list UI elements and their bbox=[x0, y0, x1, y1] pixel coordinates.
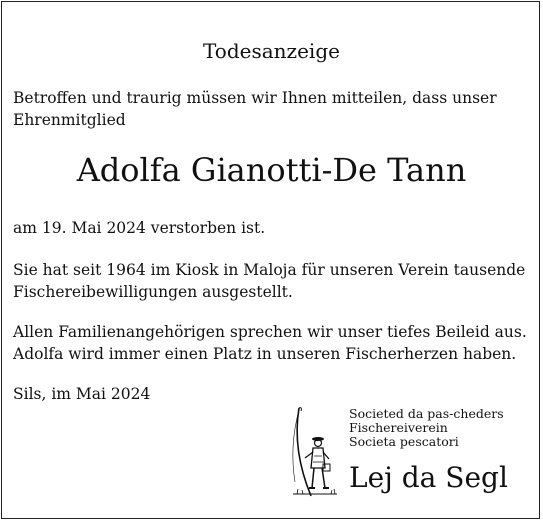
intro-line-1: Betroffen und traurig müssen wir Ihnen mitteilen, dass unser bbox=[13, 89, 497, 107]
work-paragraph bbox=[13, 259, 533, 303]
condolence-line-1: Allen Familienangehörigen sprechen wir unser tiefes Beileid aus. bbox=[13, 323, 527, 341]
club-name: Lej da Segl bbox=[349, 461, 508, 494]
place-date: Sils, im Mai 2024 bbox=[13, 385, 151, 403]
club-line-1: Societed da pas-cheders bbox=[349, 406, 504, 421]
date-line: am 19. Mai 2024 verstorben ist. bbox=[13, 219, 266, 237]
club-lines bbox=[349, 407, 504, 449]
condolence-line-2: Adolfa wird immer einen Platz in unseren Fischerherzen haben. bbox=[13, 345, 517, 363]
deceased-name: Adolfa Gianotti-De Tann bbox=[76, 151, 467, 189]
notice-heading: Todesanzeige bbox=[203, 39, 340, 63]
club-line-3: Societa pescatori bbox=[349, 434, 459, 449]
intro-paragraph bbox=[13, 87, 533, 131]
work-line-1: Sie hat seit 1964 im Kiosk in Maloja für unseren Verein tausende bbox=[13, 261, 526, 279]
intro-line-2: Ehrenmitglied bbox=[13, 111, 126, 129]
work-line-2: Fischereibewilligungen ausgestellt. bbox=[13, 283, 293, 301]
fisherman-icon bbox=[285, 402, 345, 500]
condolence-paragraph bbox=[13, 321, 533, 365]
club-line-2: Fischereiverein bbox=[349, 420, 448, 435]
